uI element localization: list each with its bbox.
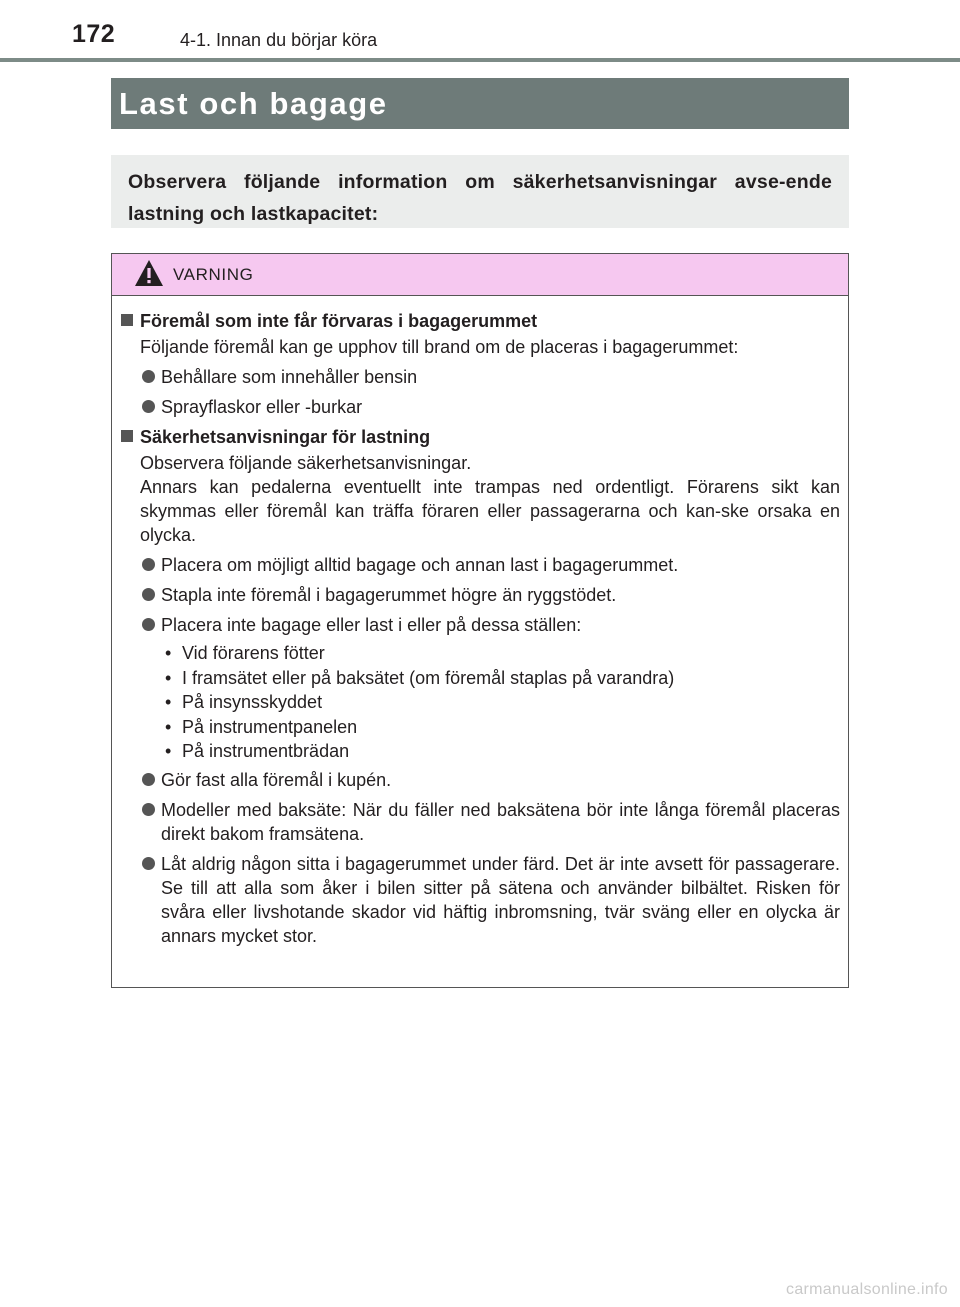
subsection-heading: Säkerhetsanvisningar för lastning	[119, 425, 840, 449]
list-item: Behållare som innehåller bensin	[119, 365, 840, 389]
warning-label: VARNING	[173, 265, 254, 284]
watermark: carmanualsonline.info	[786, 1281, 948, 1298]
round-bullet-icon	[142, 370, 155, 383]
list-item: Sprayflaskor eller -burkar	[119, 395, 840, 419]
list-item: Placera om möjligt alltid bagage och annan last i bagagerummet.	[119, 553, 840, 577]
list-item: Låt aldrig någon sitta i bagagerummet under färd. Det är inte avsett för passagerare. Se till att alla som åker i bilen sitter på sätena och använder bilbältet. Risken för svåra eller livshotande skador vid häftig inbromsning, tvär sväng eller en olycka är annars mycket stor.	[119, 852, 840, 948]
square-bullet-icon	[121, 314, 133, 326]
sub-list-item: • På insynsskyddet	[165, 692, 323, 712]
list-item: Gör fast alla föremål i kupén.	[119, 768, 840, 792]
subsection-heading: Föremål som inte får förvaras i bagagerummet	[119, 309, 840, 333]
warning-box	[111, 253, 849, 988]
warning-header	[112, 254, 848, 296]
sub-list-item: • På instrumentbrädan	[165, 741, 350, 761]
round-bullet-icon	[142, 773, 155, 786]
round-bullet-icon	[142, 588, 155, 601]
warning-triangle-icon	[134, 259, 164, 287]
intro-text: Observera följande information om säkerhetsanvisningar avse-ende lastning och lastkapacitet:	[128, 171, 832, 225]
round-bullet-icon	[142, 400, 155, 413]
title-bar	[111, 78, 849, 129]
list-item: Placera inte bagage eller last i eller på dessa ställen:	[119, 613, 840, 637]
sub-list-item: • Vid förarens fötter	[165, 643, 325, 663]
warning-body	[112, 296, 848, 948]
paragraph: Följande föremål kan ge upphov till brand om de placeras i bagagerummet:	[140, 337, 739, 357]
intro-box	[111, 155, 849, 228]
round-bullet-icon	[142, 558, 155, 571]
round-bullet-icon	[142, 803, 155, 816]
header-divider	[0, 58, 960, 62]
paragraph: Observera följande säkerhetsanvisningar.	[140, 453, 472, 473]
page-number: 172	[72, 20, 116, 48]
list-item: Modeller med baksäte: När du fäller ned baksätena bör inte långa föremål placeras direkt bakom framsätena.	[119, 798, 840, 846]
section-reference: 4-1. Innan du börjar köra	[180, 30, 378, 50]
sub-list-item: • I framsätet eller på baksätet (om föremål staplas på varandra)	[165, 667, 675, 688]
square-bullet-icon	[121, 430, 133, 442]
page-title: Last och bagage	[119, 86, 388, 121]
round-bullet-icon	[142, 618, 155, 631]
paragraph: Annars kan pedalerna eventuellt inte trampas ned ordentligt. Förarens sikt kan skymmas eller föremål kan träffa föraren eller passagerarna och kan-ske orsaka en olycka.	[140, 477, 840, 545]
round-bullet-icon	[142, 857, 155, 870]
sub-list-item: • På instrumentpanelen	[165, 716, 358, 737]
list-item: Stapla inte föremål i bagagerummet högre än ryggstödet.	[119, 583, 840, 607]
